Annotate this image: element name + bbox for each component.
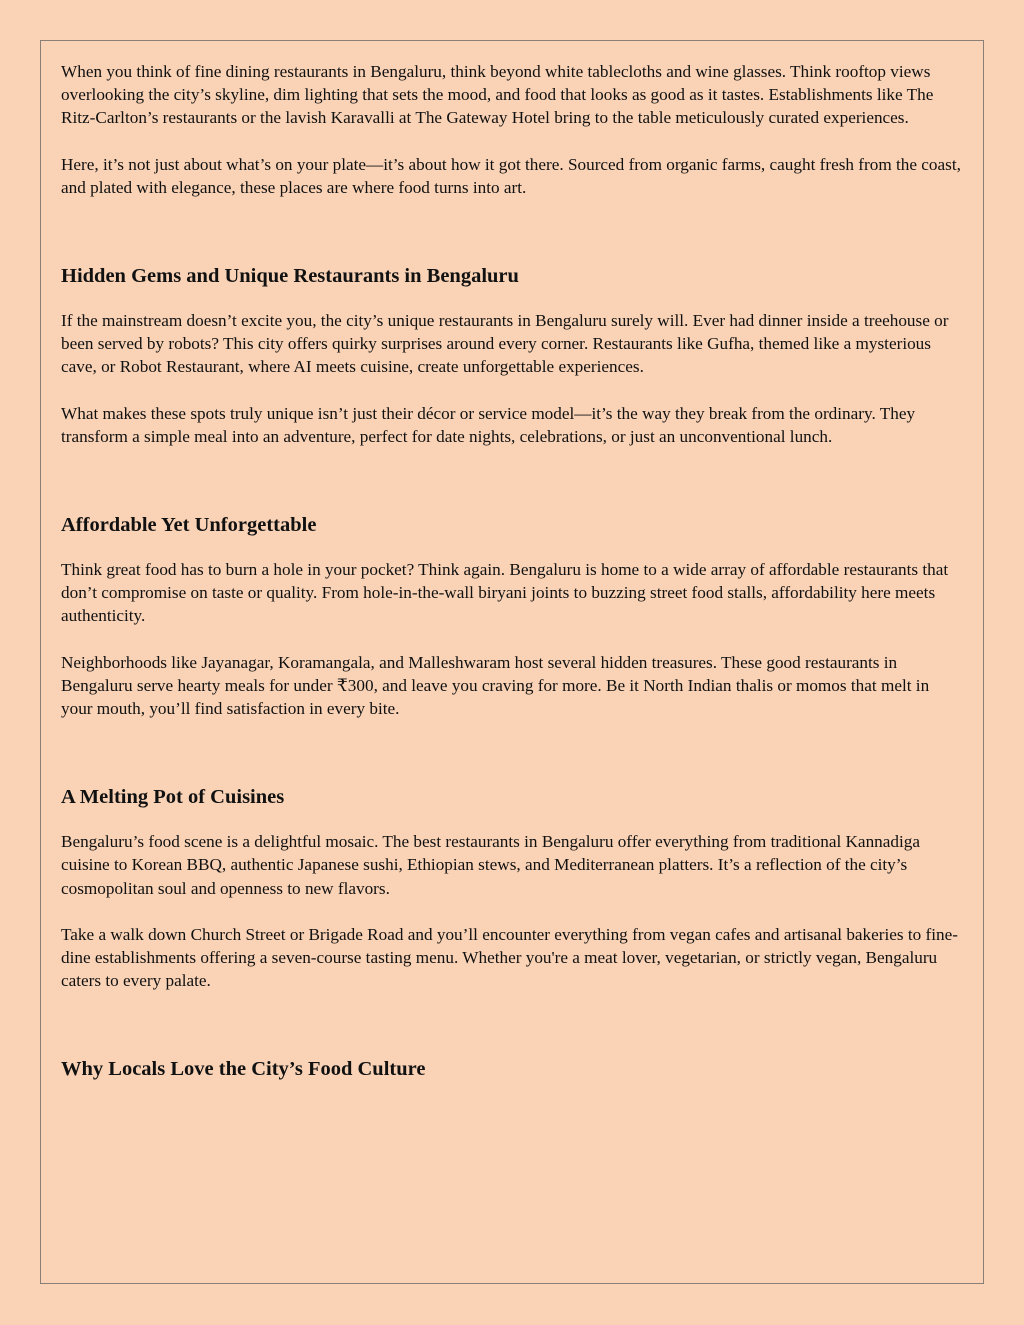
intro-paragraph-1: When you think of fine dining restaurants in Bengaluru, think beyond white tablecloths and wine glasses. Think rooftop views overlooking the city’s skyline, dim lighting that sets the mood, and food that looks as good as it tastes. Establishments like The Ritz-Carlton’s restaurants or the lavish Karavalli at The Gateway Hotel bring to the table meticulously curated experiences. — [61, 62, 934, 128]
hidden-gems-paragraph-2: What makes these spots truly unique isn’t just their décor or service model—it’s the way they break from the ordinary. They transform a simple meal into an adventure, perfect for date nights, celebrations, or just an unconventional lunch. — [61, 403, 916, 446]
intro-paragraph-2: Here, it’s not just about what’s on your plate—it’s about how it got there. Sourced from organic farms, caught fresh from the coast, and plated with elegance, these places are where food turns into art. — [61, 154, 961, 197]
affordable-paragraph-1: Think great food has to burn a hole in your pocket? Think again. Bengaluru is home to a wide array of affordable restaurants that don’t compromise on taste or quality. From hole-in-the-wall biryani joints to buzzing street food stalls, affordability here meets authenticity. — [61, 560, 949, 626]
section-heading-hidden-gems: Hidden Gems and Unique Restaurants in Bengaluru — [61, 265, 519, 288]
hidden-gems-paragraph-1: If the mainstream doesn’t excite you, the city’s unique restaurants in Bengaluru surely will. Ever had dinner inside a treehouse or been served by robots? This city offers quirky surprises around every corner. Restaurants like Gufha, themed like a mysterious cave, or Robot Restaurant, where AI meets cuisine, create unforgettable experiences. — [61, 311, 949, 377]
affordable-paragraph-2: Neighborhoods like Jayanagar, Koramangala, and Malleshwaram host several hidden treasures. These good restaurants in Bengaluru serve hearty meals for under ₹300, and leave you craving for more. Be it North Indian thalis or momos that melt in your mouth, you’ll find satisfaction in every bite. — [61, 652, 930, 719]
document-body — [61, 60, 963, 1082]
section-heading-cuisines: A Melting Pot of Cuisines — [61, 786, 285, 809]
section-heading-affordable: Affordable Yet Unforgettable — [61, 514, 317, 537]
section-heading-food-culture: Why Locals Love the City’s Food Culture — [61, 1058, 426, 1081]
cuisines-paragraph-1: Bengaluru’s food scene is a delightful mosaic. The best restaurants in Bengaluru offer everything from traditional Kannadiga cuisine to Korean BBQ, authentic Japanese sushi, Ethiopian stews, and Mediterranean platters. It’s a reflection of the city’s cosmopolitan soul and openness to new flavors. — [61, 832, 920, 898]
cuisines-paragraph-2: Take a walk down Church Street or Brigade Road and you’ll encounter everything from vegan cafes and artisanal bakeries to fine-dine establishments offering a seven-course tasting menu. Whether you're a meat lover, vegetarian, or strictly vegan, Bengaluru caters to every palate. — [61, 924, 958, 991]
